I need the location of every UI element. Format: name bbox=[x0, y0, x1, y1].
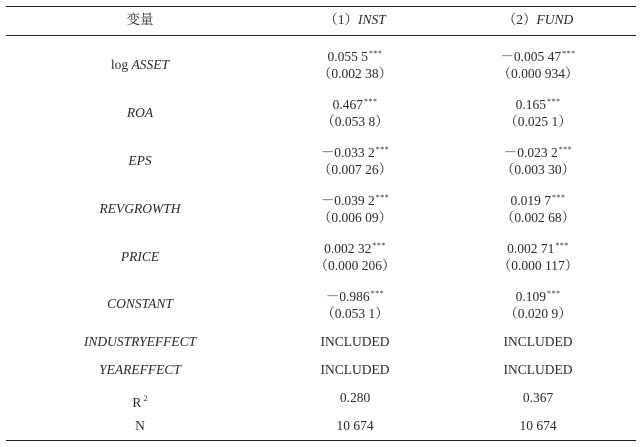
row-revgrowth-inst-se: （0.006 09） bbox=[317, 210, 393, 225]
header-col2-number: （2） bbox=[502, 12, 537, 27]
row-log-asset-inst-se: （0.002 38） bbox=[317, 66, 393, 81]
significance-stars: *** bbox=[546, 97, 561, 106]
row-n-inst: 10 674 bbox=[336, 418, 374, 433]
table-bottom-rule bbox=[6, 440, 636, 441]
row-label-industryeffect: INDUSTRYEFFECT bbox=[83, 334, 197, 349]
row-eps-fund-se: （0.003 30） bbox=[500, 162, 576, 177]
row-label-roa: ROA bbox=[126, 105, 154, 120]
row-industryeffect-inst: INCLUDED bbox=[320, 334, 390, 349]
row-yeareffect-inst: INCLUDED bbox=[320, 362, 390, 377]
row-eps-inst-se: （0.007 26） bbox=[317, 162, 393, 177]
table-header-rule bbox=[6, 35, 636, 36]
row-price-fund-se: （0.000 117） bbox=[497, 258, 579, 273]
row-label-r2: R $^2$ bbox=[132, 393, 148, 410]
row-label-constant: CONSTANT bbox=[107, 296, 173, 311]
row-label-n: N bbox=[135, 418, 145, 433]
row-price-fund-coef: 0.002 71*** bbox=[507, 241, 569, 256]
header-col2-name: FUND bbox=[536, 12, 574, 27]
header-col1-name: INST bbox=[357, 12, 386, 27]
significance-stars: *** bbox=[562, 49, 576, 58]
significance-stars: *** bbox=[552, 193, 566, 202]
row-eps-fund-coef: －0.023 2*** bbox=[503, 145, 573, 160]
row-r2-inst: 0.280 bbox=[339, 390, 371, 405]
significance-stars: *** bbox=[558, 145, 573, 154]
row-constant-fund-se: （0.020 9） bbox=[504, 306, 572, 321]
header-col1-number: （1） bbox=[324, 12, 358, 27]
row-r2-fund: 0.367 bbox=[522, 390, 554, 405]
row-n-fund: 10 674 bbox=[519, 418, 557, 433]
significance-stars: *** bbox=[369, 49, 383, 58]
row-label-yeareffect: YEAREFFECT bbox=[99, 362, 181, 377]
row-roa-fund-coef: 0.165*** bbox=[515, 97, 561, 112]
row-revgrowth-fund-coef: 0.019 7*** bbox=[510, 193, 566, 208]
row-roa-inst-se: （0.053 8） bbox=[321, 114, 389, 129]
row-constant-fund-coef: 0.109*** bbox=[515, 289, 561, 304]
row-label-revgrowth: REVGROWTH bbox=[99, 201, 181, 216]
row-yeareffect-fund: INCLUDED bbox=[503, 362, 573, 377]
row-constant-inst-se: （0.053 1） bbox=[321, 306, 389, 321]
row-log-asset-fund-coef: －0.005 47*** bbox=[500, 49, 576, 64]
row-price-inst-se: （0.000 206） bbox=[314, 258, 396, 273]
row-price-inst-coef: 0.002 32*** bbox=[324, 241, 386, 256]
significance-stars: *** bbox=[363, 97, 378, 106]
row-revgrowth-fund-se: （0.002 68） bbox=[500, 210, 576, 225]
row-roa-inst-coef: 0.467*** bbox=[332, 97, 378, 112]
header-variable: 变量 bbox=[126, 12, 154, 27]
row-constant-inst-coef: －0.986*** bbox=[325, 289, 385, 304]
row-roa-fund-se: （0.025 1） bbox=[504, 114, 572, 129]
row-label-eps: EPS bbox=[128, 153, 152, 168]
header-col1 bbox=[255, 12, 455, 28]
row-log-asset-fund-se: （0.000 934） bbox=[497, 66, 579, 81]
significance-stars: *** bbox=[546, 289, 561, 298]
significance-stars: *** bbox=[372, 241, 386, 250]
row-eps-inst-coef: －0.033 2*** bbox=[320, 145, 390, 160]
row-industryeffect-fund: INCLUDED bbox=[503, 334, 573, 349]
header-col2 bbox=[438, 12, 638, 28]
table-top-rule bbox=[6, 6, 636, 7]
significance-stars: *** bbox=[555, 241, 569, 250]
row-label-price: PRICE bbox=[120, 249, 160, 264]
significance-stars: *** bbox=[375, 193, 390, 202]
row-log-asset-inst-coef: 0.055 5*** bbox=[327, 49, 383, 64]
significance-stars: *** bbox=[370, 289, 385, 298]
significance-stars: *** bbox=[375, 145, 390, 154]
row-revgrowth-inst-coef: －0.039 2*** bbox=[320, 193, 390, 208]
row-label-log-asset: log ASSET bbox=[110, 57, 170, 72]
